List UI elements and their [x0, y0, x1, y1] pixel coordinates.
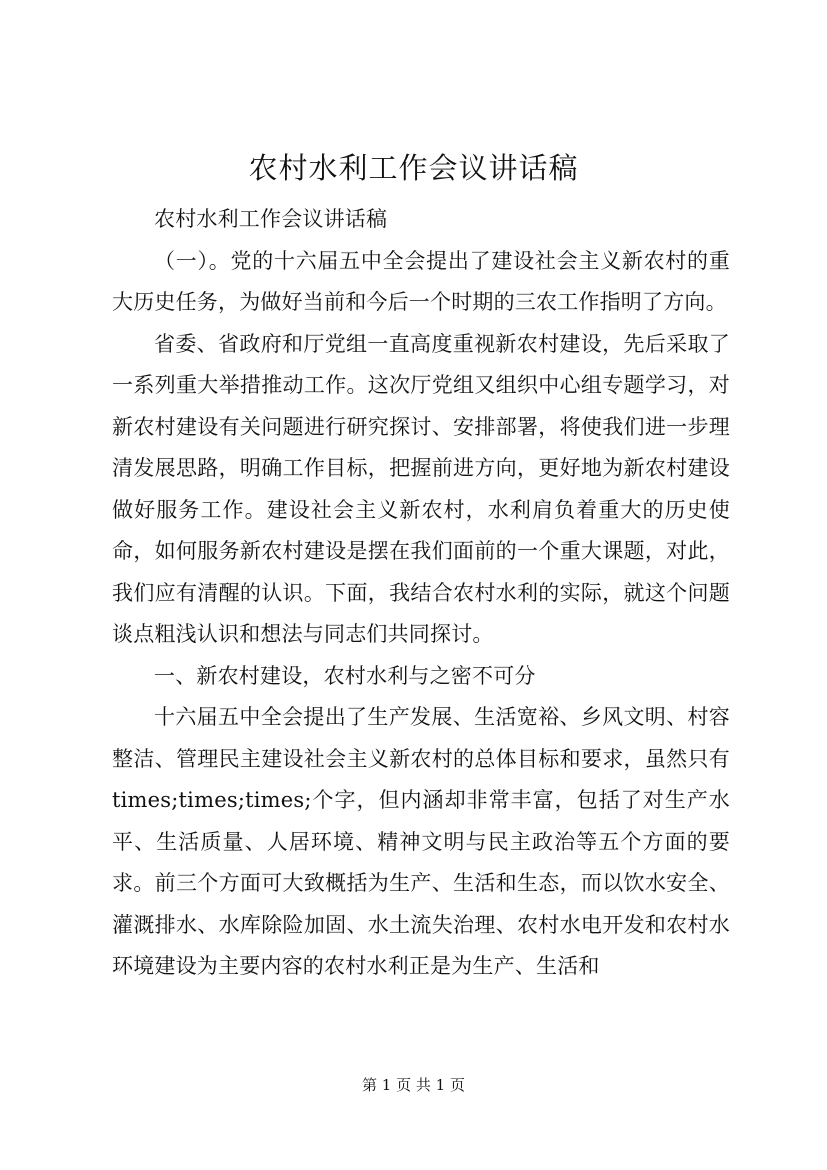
page-footer: 第 1 页 共 1 页	[362, 1076, 465, 1094]
document-title: 农村水利工作会议讲话稿	[248, 151, 579, 185]
document-body	[112, 199, 730, 988]
paragraph-goals: 十六届五中全会提出了生产发展、生活宽裕、乡风文明、村容整洁、管理民主建设社会主义新农村的总体目标和要求，虽然只有 times;times;times;个字，但内涵却非常丰富，包括了对生产水平、生活质量、人居环境、精神文明与民主政治等五个方面的要求。前三个方面可大致概括为生产、生活和生态，而以饮水安全、灌溉排水、水库除险加固、水土流失治理、农村水电开发和农村水环境建设为主要内容的农村水利正是为生产、生活和	[112, 705, 730, 978]
paragraph-intro: （一）。党的十六届五中全会提出了建设社会主义新农村的重大历史任务，为做好当前和今后一个时期的三农工作指明了方向。	[112, 248, 730, 314]
paragraph-subtitle: 农村水利工作会议讲话稿	[154, 207, 388, 231]
section-heading-1: 一、新农村建设，农村水利与之密不可分	[154, 663, 536, 688]
paragraph-provincial-measures: 省委、省政府和厅党组一直高度重视新农村建设，先后采取了一系列重大举措推动工作。这次厅党组又组织中心组专题学习，对新农村建设有关问题进行研究探讨、安排部署，将使我们进一步理清发展思路，明确工作目标，把握前进方向，更好地为新农村建设做好服务工作。建设社会主义新农村，水利肩负着重大的历史使命，如何服务新农村建设是摆在我们面前的一个重大课题，对此，我们应有清醒的认识。下面，我结合农村水利的实际，就这个问题谈点粗浅认识和想法与同志们共同探讨。	[112, 331, 730, 646]
